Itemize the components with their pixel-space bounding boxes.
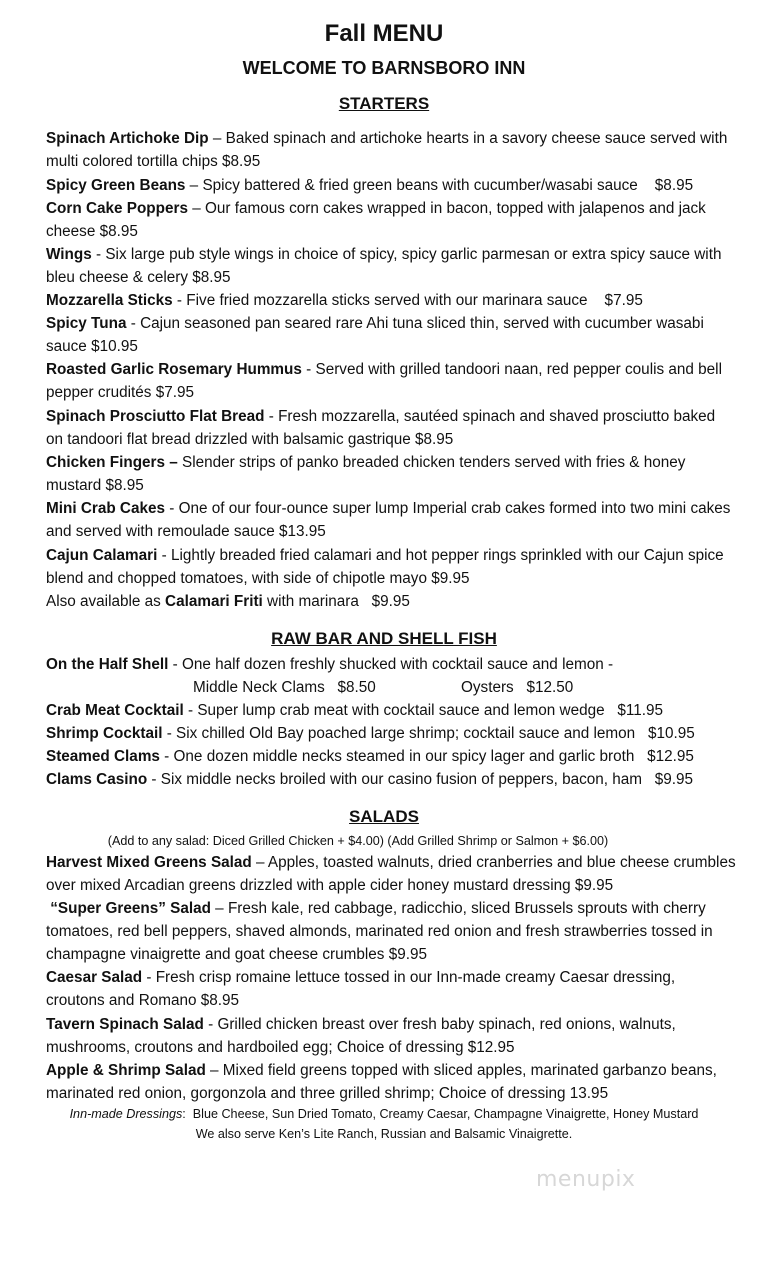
item-name: Apple & Shrimp Salad bbox=[46, 1062, 206, 1079]
item-name: Crab Meat Cocktail bbox=[46, 702, 184, 719]
item-name: Mini Crab Cakes bbox=[46, 500, 166, 517]
dressings-also: We also serve Ken’s Lite Ranch, Russian and Balsamic Vinaigrette. bbox=[195, 1127, 573, 1141]
menu-item: Spinach Prosciutto Flat Bread - Fresh mozzarella, sautéed spinach and shaved prosciutto baked on tandoori flat bread drizzled with balsamic gastrique $8.95 bbox=[46, 408, 716, 449]
menu-item bbox=[46, 966, 736, 1012]
item-name: “Super Greens” Salad bbox=[46, 900, 211, 917]
item-name: Mozzarella Sticks bbox=[46, 292, 173, 309]
oysters-option: Oysters $12.50 bbox=[461, 679, 574, 696]
menu-item: Spinach Artichoke Dip – Baked spinach and artichoke hearts in a savory cheese sauce served with multi colored tortilla chips $8.95 bbox=[46, 130, 728, 171]
menu-item: Corn Cake Poppers – Our famous corn cakes wrapped in bacon, topped with jalapenos and jack cheese $8.95 bbox=[46, 200, 706, 241]
item-name: Spinach Prosciutto Flat Bread bbox=[46, 408, 265, 425]
menu-item bbox=[46, 1013, 736, 1059]
item-desc: – Mixed field greens topped with sliced apples, marinated garbanzo beans, marinated red onion, gorgonzola and three grilled shrimp; Choice of dressing 13.95 bbox=[46, 1062, 717, 1103]
item-desc: Spicy battered & fried green beans with cucumber/wasabi sauce $8.95 bbox=[202, 177, 694, 194]
item-name: Shrimp Cocktail bbox=[46, 725, 163, 742]
item-name: Steamed Clams bbox=[46, 748, 160, 765]
item-desc: – Fresh kale, red cabbage, radicchio, sliced Brussels sprouts with cherry tomatoes, red bell peppers, shaved almonds, marinated red onion and fresh strawberries tossed in champagne vinaigrette and goat cheese crumbles $9.95 bbox=[46, 900, 713, 964]
item-name: Spinach Artichoke Dip bbox=[46, 130, 209, 147]
menu-item: Roasted Garlic Rosemary Hummus - Served with grilled tandoori naan, red pepper coulis and bell pepper crudités $7.95 bbox=[46, 361, 722, 402]
item-name: Spicy Tuna bbox=[46, 315, 127, 332]
starters-heading: STARTERS bbox=[338, 94, 430, 113]
menu-item bbox=[46, 1059, 736, 1105]
menu-item: Wings - Six large pub style wings in choice of spicy, spicy garlic parmesan or extra spicy sauce with bleu cheese & celery $8.95 bbox=[46, 246, 722, 287]
item-name: Calamari Friti bbox=[165, 593, 263, 610]
item-desc: Five fried mozzarella sticks served with our marinara sauce $7.95 bbox=[186, 292, 643, 309]
dressings-list: Inn-made Dressings: Blue Cheese, Sun Dried Tomato, Creamy Caesar, Champagne Vinaigrette, Honey Mustard bbox=[69, 1107, 699, 1121]
menu-item bbox=[46, 722, 736, 745]
item-name: Cajun Calamari bbox=[46, 547, 158, 564]
item-name: Harvest Mixed Greens Salad bbox=[46, 854, 252, 871]
item-name: Tavern Spinach Salad bbox=[46, 1016, 204, 1033]
item-desc: Slender strips of panko breaded chicken tenders served with fries & honey mustard $8.95 bbox=[46, 454, 686, 495]
menu-item bbox=[46, 653, 736, 676]
raw-bar-heading: RAW BAR AND SHELL FISH bbox=[271, 629, 497, 648]
item-desc: One of our four-ounce super lump Imperial crab cakes formed into two mini cakes and served with remoulade sauce $13.95 bbox=[46, 500, 731, 541]
item-desc: Baked spinach and artichoke hearts in a savory cheese sauce served with multi colored tortilla chips $8.95 bbox=[46, 130, 728, 171]
menupix-watermark: menupix bbox=[536, 1167, 636, 1192]
item-desc: - One half dozen freshly shucked with cocktail sauce and lemon - bbox=[168, 656, 614, 673]
clams-option: Middle Neck Clams $8.50 bbox=[193, 679, 376, 696]
item-name: Spicy Green Beans bbox=[46, 177, 186, 194]
item-name: Corn Cake Poppers bbox=[46, 200, 188, 217]
item-name: Wings bbox=[46, 246, 92, 263]
menu-item bbox=[46, 745, 736, 768]
item-desc: Cajun seasoned pan seared rare Ahi tuna sliced thin, served with cucumber wasabi sauce $10.95 bbox=[46, 315, 704, 356]
item-name: Roasted Garlic Rosemary Hummus bbox=[46, 361, 302, 378]
menu-item: Mozzarella Sticks - Five fried mozzarella sticks served with our marinara sauce $7.95 bbox=[46, 292, 643, 309]
item-desc: Fresh mozzarella, sautéed spinach and shaved prosciutto baked on tandoori flat bread drizzled with balsamic gastrique $8.95 bbox=[46, 408, 716, 449]
item-desc: - Grilled chicken breast over fresh baby spinach, red onions, walnuts, mushrooms, croutons and hardboiled egg; Choice of dressing $12.95 bbox=[46, 1016, 676, 1057]
item-desc: - Super lump crab meat with cocktail sauce and lemon wedge $11.95 bbox=[183, 702, 663, 719]
item-name: On the Half Shell bbox=[46, 656, 169, 673]
item-desc: - Six middle necks broiled with our casino fusion of peppers, bacon, ham $9.95 bbox=[147, 771, 694, 788]
salad-addon-note: (Add to any salad: Diced Grilled Chicken + $4.00) (Add Grilled Shrimp or Salmon + $6.00) bbox=[107, 834, 609, 848]
item-desc: - One dozen middle necks steamed in our spicy lager and garlic broth $12.95 bbox=[159, 748, 694, 765]
item-name: Clams Casino bbox=[46, 771, 148, 788]
menu-title: Fall MENU bbox=[324, 20, 444, 47]
item-desc: Served with grilled tandoori naan, red pepper coulis and bell pepper crudités $7.95 bbox=[46, 361, 722, 402]
menu-item bbox=[46, 451, 736, 497]
item-desc: Six large pub style wings in choice of spicy, spicy garlic parmesan or extra spicy sauce with bleu cheese & celery $8.95 bbox=[46, 246, 722, 287]
item-name: Chicken Fingers – bbox=[46, 454, 178, 471]
item-name: Caesar Salad bbox=[46, 969, 143, 986]
menu-subtitle: WELCOME TO BARNSBORO INN bbox=[242, 58, 526, 78]
salads-heading: SALADS bbox=[349, 807, 419, 826]
menu-item: Spicy Tuna - Cajun seasoned pan seared rare Ahi tuna sliced thin, served with cucumber wasabi sauce $10.95 bbox=[46, 315, 704, 356]
item-desc: – Apples, toasted walnuts, dried cranberries and blue cheese crumbles over mixed Arcadian greens drizzled with apple cider honey mustard dressing $9.95 bbox=[46, 854, 736, 895]
item-desc: Lightly breaded fried calamari and hot pepper rings sprinkled with our Cajun spice blend and chopped tomatoes, with side of chipotle mayo $9.95 bbox=[46, 547, 724, 588]
menu-item bbox=[46, 699, 736, 722]
item-desc: Our famous corn cakes wrapped in bacon, topped with jalapenos and jack cheese $8.95 bbox=[46, 200, 706, 241]
menu-item bbox=[46, 897, 736, 967]
item-desc: - Fresh crisp romaine lettuce tossed in our Inn-made creamy Caesar dressing, croutons and Romano $8.95 bbox=[46, 969, 676, 1010]
menu-item bbox=[46, 851, 736, 897]
menu-item-also-available: Also available as Calamari Friti with marinara $9.95 bbox=[46, 593, 410, 610]
dressings-label: Inn-made Dressings bbox=[69, 1107, 183, 1121]
menu-item bbox=[46, 768, 736, 791]
menu-item: Mini Crab Cakes - One of our four-ounce super lump Imperial crab cakes formed into two mini cakes and served with remoulade sauce $13.95 bbox=[46, 500, 731, 541]
menu-item: Cajun Calamari - Lightly breaded fried calamari and hot pepper rings sprinkled with our Cajun spice blend and chopped tomatoes, with side of chipotle mayo $9.95 bbox=[46, 547, 724, 588]
menu-item: Spicy Green Beans – Spicy battered & fried green beans with cucumber/wasabi sauce $8.95 bbox=[46, 177, 694, 194]
item-desc: - Six chilled Old Bay poached large shrimp; cocktail sauce and lemon $10.95 bbox=[162, 725, 695, 742]
